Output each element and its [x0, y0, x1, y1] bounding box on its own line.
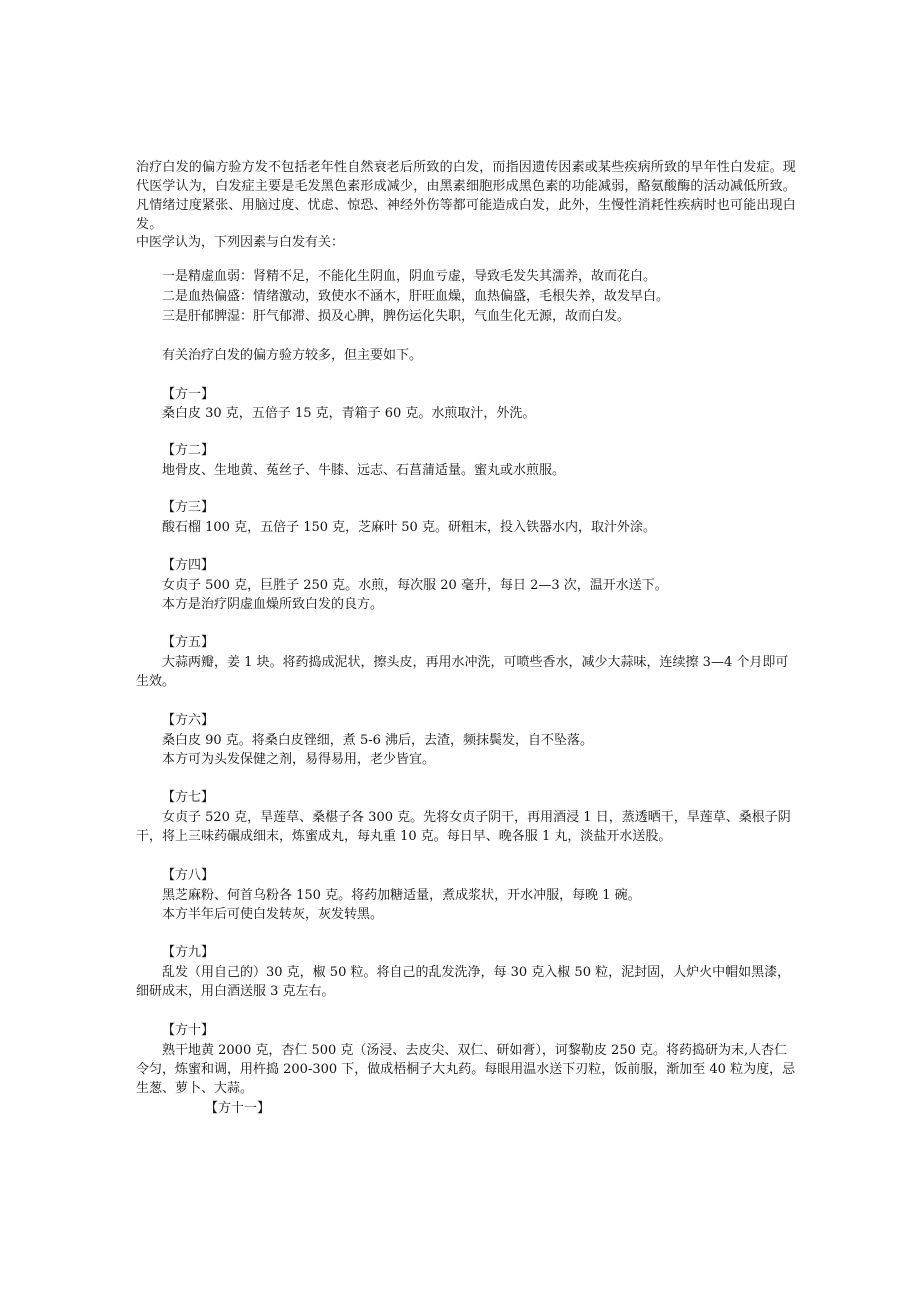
- recipe-10-line-1: 熟干地黄 2000 克，杏仁 500 克（汤浸、去皮尖、双仁、研如膏），诃黎勒皮 250 克。将药捣研为末,人杏仁令匀，炼蜜和调，用杵捣 200-300 下，做成梧桐子大丸药。每眼用温水送下刃粒，饭前服，渐加至 40 粒为度，忌生葱、萝卜、大蒜。: [136, 1043, 796, 1096]
- recipe-9-line-1: 乱发（用自己的）30 克，椒 50 粒。将自己的乱发洗净，每 30 克入椒 50 粒，泥封固，人炉火中帽如黑漆，细研成末，用白酒送服 3 克左右。: [136, 965, 791, 999]
- tcm-intro: 中医学认为，下列因素与白发有关：: [136, 235, 345, 250]
- recipe-5-line-1: 大蒜两瓣，姜 1 块。将药捣成泥状，擦头皮，再用水冲洗，可喷些香水，减少大蒜味，连续擦 3—4 个月即可生效。: [136, 655, 789, 689]
- recipe-6-line-1: 桑白皮 90 克。将桑白皮锉细，煮 5-6 沸后，去渣，频抹鬓发，自不坠落。: [162, 733, 594, 748]
- recipe-8-line-2: 本方半年后可使白发转灰，灰发转黑。: [162, 907, 384, 922]
- recipe-2-title: 【方二】: [162, 443, 215, 458]
- recipe-7-title: 【方七】: [162, 790, 215, 805]
- recipe-4-title: 【方四】: [162, 558, 215, 573]
- recipe-2-line-1: 地骨皮、生地黄、菟丝子、牛膝、远志、石菖蒲适量。蜜丸或水煎服。: [162, 463, 566, 478]
- recipe-1-line-1: 桑白皮 30 克，五倍子 15 克，青箱子 60 克。水煎取汁，外洗。: [162, 406, 536, 421]
- recipe-8-line-1: 黑芝麻粉、何首乌粉各 150 克。将药加糖适量，煮成浆状，开水冲服，每晚 1 碗。: [162, 888, 641, 903]
- recipe-10-title: 【方十】: [162, 1023, 215, 1038]
- recipe-6-title: 【方六】: [162, 713, 215, 728]
- intro-paragraph: 治疗白发的偏方验方发不包括老年性自然衰老后所致的白发，而指因遗传因素或某些疾病所致的早年性白发症。现代医学认为，白发症主要是毛发黑色素形成减少，由黑素细胞形成黑色素的功能减弱，酪氨酸酶的活动减低所致。凡情绪过度紧张、用脑过度、忧虑、惊恐、神经外伤等都可能造成白发，此外，生慢性消耗性疾病时也可能出现白发。: [136, 160, 797, 232]
- recipe-4-line-1: 女贞子 500 克，巨胜子 250 克。水煎，每次服 20 毫升，每日 2—3 次，温开水送下。: [162, 578, 668, 593]
- recipe-5-title: 【方五】: [162, 635, 215, 650]
- factor-3: 三是肝郁脾湿：肝气郁滞、损及心脾，脾伤运化失职，气血生化无源，故而白发。: [162, 309, 631, 324]
- recipe-3-title: 【方三】: [162, 500, 215, 515]
- factor-2: 二是血热偏盛：情绪激动，致使水不涵木，肝旺血燥，血热偏盛，毛根失养，故发早白。: [162, 289, 670, 304]
- recipe-1-title: 【方一】: [162, 387, 215, 402]
- recipe-11-title: 【方十一】: [205, 1101, 271, 1116]
- recipe-3-line-1: 酸石榴 100 克，五倍子 150 克，芝麻叶 50 克。研粗末，投入铁器水内，取汁外涂。: [162, 520, 656, 535]
- recipe-9-title: 【方九】: [162, 945, 215, 960]
- summary: 有关治疗白发的偏方验方较多，但主要如下。: [162, 348, 423, 363]
- recipe-6-line-2: 本方可为头发保健之剂，易得易用，老少皆宜。: [162, 752, 436, 767]
- recipe-4-line-2: 本方是治疗阴虚血燥所致白发的良方。: [162, 597, 384, 612]
- recipe-7-line-1: 女贞子 520 克，旱莲草、桑椹子各 300 克。先将女贞子阴干，再用酒浸 1 日，蒸透晒干，旱莲草、桑根子阴干，将上三味药碾成细末，炼蜜成丸，每丸重 10 克。每日早、晚各服 1 丸，淡盐开水送股。: [136, 810, 791, 844]
- factor-1: 一是精虚血弱：肾精不足，不能化生阴血，阴血亏虚，导致毛发失其濡养，故而花白。: [162, 269, 657, 284]
- recipe-8-title: 【方八】: [162, 868, 215, 883]
